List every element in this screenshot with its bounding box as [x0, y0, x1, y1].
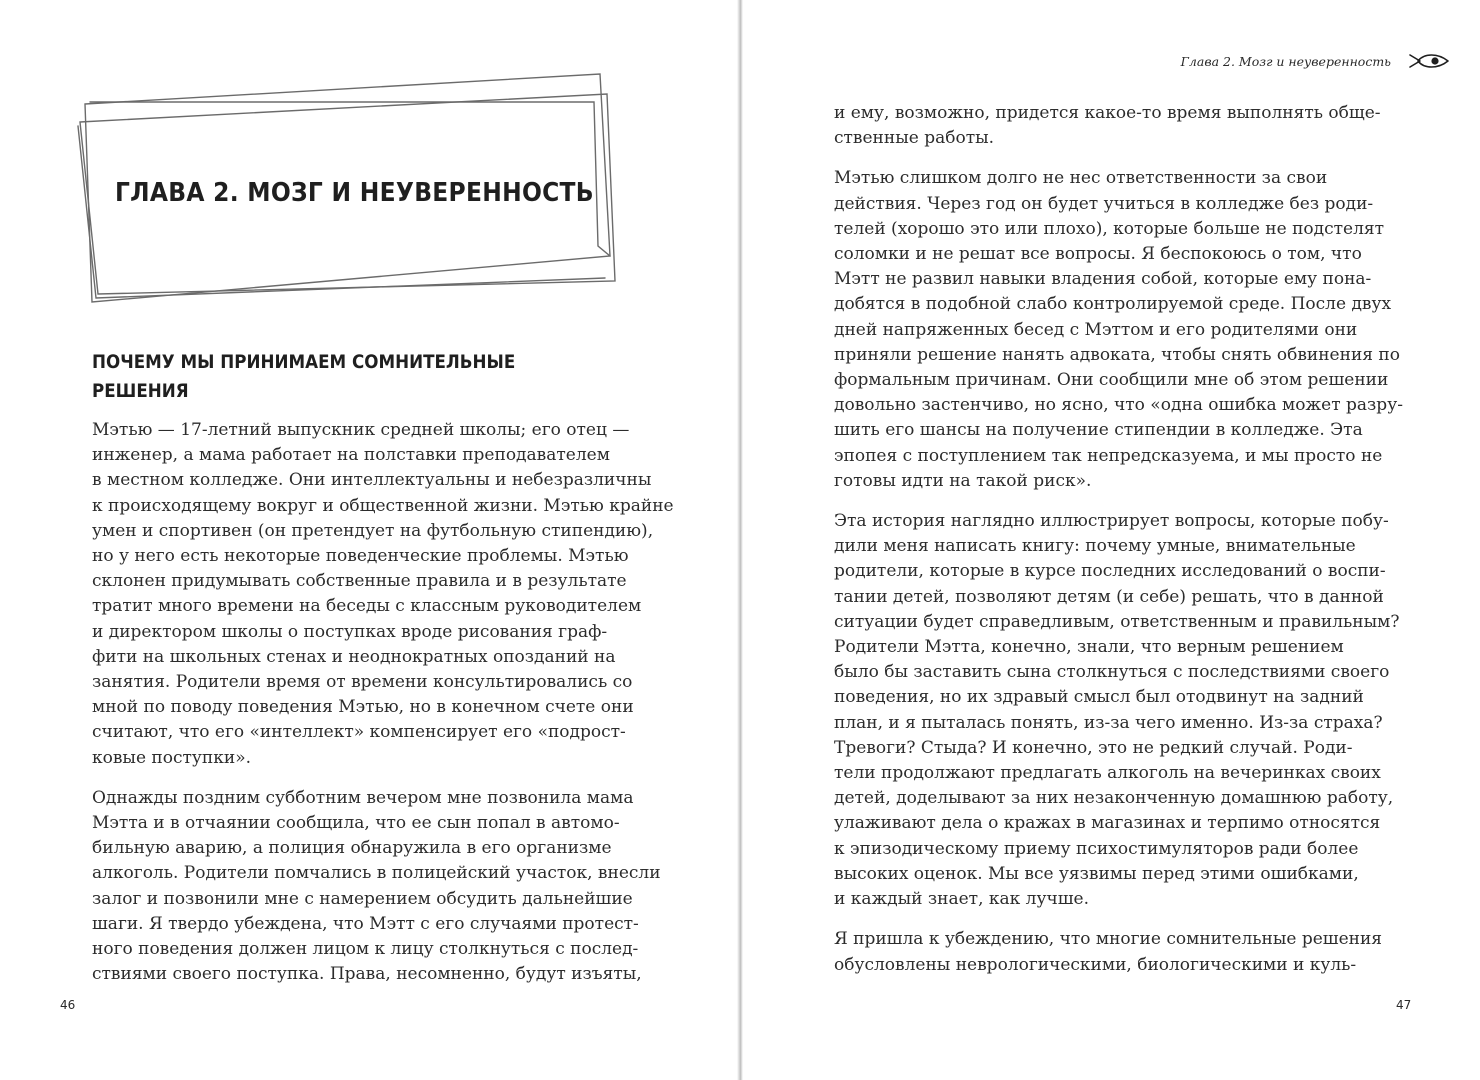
text-line: готовы идти на такой риск». — [834, 470, 1092, 491]
paragraph — [92, 418, 674, 771]
text-line: соломки и не решат все вопросы. Я беспокоюсь о том, что — [834, 244, 1362, 265]
text-line: занятия. Родители время от времени консультировались со — [92, 672, 633, 693]
text-line: к эпизодическому приему психостимуляторов ради более — [834, 838, 1359, 859]
text-line: высоких оценок. Мы все уязвимы перед этими ошибками, — [834, 863, 1359, 884]
text-line: обусловлены неврологическими, биологическими и куль- — [834, 954, 1357, 975]
text-line: Однажды поздним субботним вечером мне позвонила мама — [92, 787, 634, 808]
text-line: ковые поступки». — [92, 747, 252, 768]
text-line: мной по поводу поведения Мэтью, но в конечном счете они — [92, 697, 634, 718]
page-number: 46 — [60, 998, 76, 1012]
section-title-line: РЕШЕНИЯ — [92, 380, 189, 402]
text-line: шить его шансы на получение стипендии в колледже. Эта — [834, 420, 1363, 441]
paragraph — [834, 166, 1403, 494]
text-line: Мэтта и в отчаянии сообщила, что ее сын попал в автомо- — [92, 813, 620, 834]
text-line: Мэтт не развил навыки владения собой, которые ему пона- — [834, 269, 1372, 290]
text-line: Мэтью слишком долго не нес ответственности за свои — [834, 168, 1328, 189]
text-line: было бы заставить сына столкнуться с последствиями своего — [834, 662, 1390, 683]
text-line: формальным причинам. Они сообщили мне об этом решении — [834, 370, 1389, 391]
text-line: бильную аварию, а полиция обнаружила в его организме — [92, 838, 612, 859]
text-line: и ему, возможно, придется какое-то время выполнять обще- — [834, 103, 1381, 123]
left-page-body — [92, 418, 674, 1002]
text-line: довольно застенчиво, но ясно, что «одна ошибка может разру- — [834, 395, 1403, 416]
text-line: фити на школьных стенах и неоднократных опозданий на — [92, 646, 616, 667]
text-line: Я пришла к убеждению, что многие сомнительные решения — [834, 929, 1383, 950]
text-line: детей, доделывают за них незаконченную домашнюю работу, — [834, 788, 1394, 809]
text-line: считают, что его «интеллект» компенсирует его «подрост- — [92, 722, 626, 743]
text-line: к происходящему вокруг и общественной жизни. Мэтью крайне — [92, 495, 674, 516]
paragraph — [834, 509, 1400, 912]
text-line: поведения, но их здравый смысл был отодвинут на задний — [834, 687, 1364, 708]
paragraph — [834, 927, 1394, 977]
left-page — [0, 0, 738, 1080]
eye-icon — [1408, 50, 1450, 72]
chapter-title: ГЛАВА 2. МОЗГ И НЕУВЕРЕННОСТЬ — [115, 178, 594, 208]
text-line: дили меня написать книгу: почему умные, внимательные — [834, 536, 1356, 557]
text-line: ственные работы. — [834, 128, 995, 149]
text-line: Родители Мэтта, конечно, знали, что верным решением — [834, 637, 1344, 658]
right-page — [742, 0, 1480, 1080]
text-line: телей (хорошо это или плохо), которые больше не подстелят — [834, 218, 1385, 239]
text-line: план, и я пыталась понять, из-за чего именно. Из-за страха? — [834, 712, 1383, 733]
text-line: и директором школы о поступках вроде рисования граф- — [92, 621, 608, 642]
text-line: тратит много времени на беседы с классным руководителем — [92, 596, 642, 617]
paragraph — [92, 786, 661, 988]
text-line: инженер, а мама работает на полставки преподавателем — [92, 445, 610, 466]
text-line: склонен придумывать собственные правила и в результате — [92, 571, 627, 592]
text-line: но у него есть некоторые поведенческие проблемы. Мэтью — [92, 546, 629, 567]
text-line: шаги. Я твердо убеждена, что Мэтт с его случаями протест- — [92, 913, 639, 934]
text-line: Мэтью — 17-летний выпускник средней школы; его отец — — [92, 420, 630, 440]
text-line: эпопея с поступлением так непредсказуема, и мы просто не — [834, 445, 1383, 466]
text-line: умен и спортивен (он претендует на футбольную стипендию), — [92, 520, 654, 541]
text-line: приняли решение нанять адвоката, чтобы снять обвинения по — [834, 344, 1400, 365]
page-number: 47 — [1396, 998, 1412, 1012]
text-line: Тревоги? Стыда? И конечно, это не редкий случай. Роди- — [834, 737, 1353, 758]
paragraph — [834, 101, 1394, 151]
text-line: добятся в подобной слабо контролируемой среде. После двух — [834, 294, 1392, 315]
text-line: ствиями своего поступка. Права, несомненно, будут изъяты, — [92, 964, 642, 985]
text-line: ситуации будет справедливым, ответственным и правильным? — [834, 611, 1400, 632]
text-line: алкоголь. Родители помчались в полицейский участок, внесли — [92, 863, 661, 884]
text-line: родители, которые в курсе последних исследований о воспи- — [834, 561, 1386, 582]
text-line: залог и позвонили мне с намерением обсудить дальнейшие — [92, 888, 633, 909]
text-line: дней напряженных бесед с Мэттом и его родителями они — [834, 319, 1358, 340]
text-line: тели продолжают предлагать алкоголь на вечеринках своих — [834, 763, 1381, 784]
section-title-line: ПОЧЕМУ МЫ ПРИНИМАЕМ СОМНИТЕЛЬНЫЕ — [92, 351, 516, 373]
text-line: Эта история наглядно иллюстрирует вопросы, которые побу- — [834, 511, 1389, 532]
text-line: действия. Через год он будет учиться в колледже без роди- — [834, 193, 1374, 214]
text-line: тании детей, позволяют детям (и себе) решать, что в данной — [834, 586, 1384, 607]
section-title — [92, 348, 515, 406]
running-head: Глава 2. Мозг и неуверенность — [1180, 54, 1391, 69]
right-page-body — [834, 101, 1403, 993]
text-line: ного поведения должен лицом к лицу столкнуться с послед- — [92, 939, 639, 960]
text-line: улаживают дела о кражах в магазинах и терпимо относятся — [834, 813, 1381, 834]
text-line: и каждый знает, как лучше. — [834, 889, 1089, 910]
text-line: в местном колледже. Они интеллектуальны и небезразличны — [92, 470, 652, 491]
